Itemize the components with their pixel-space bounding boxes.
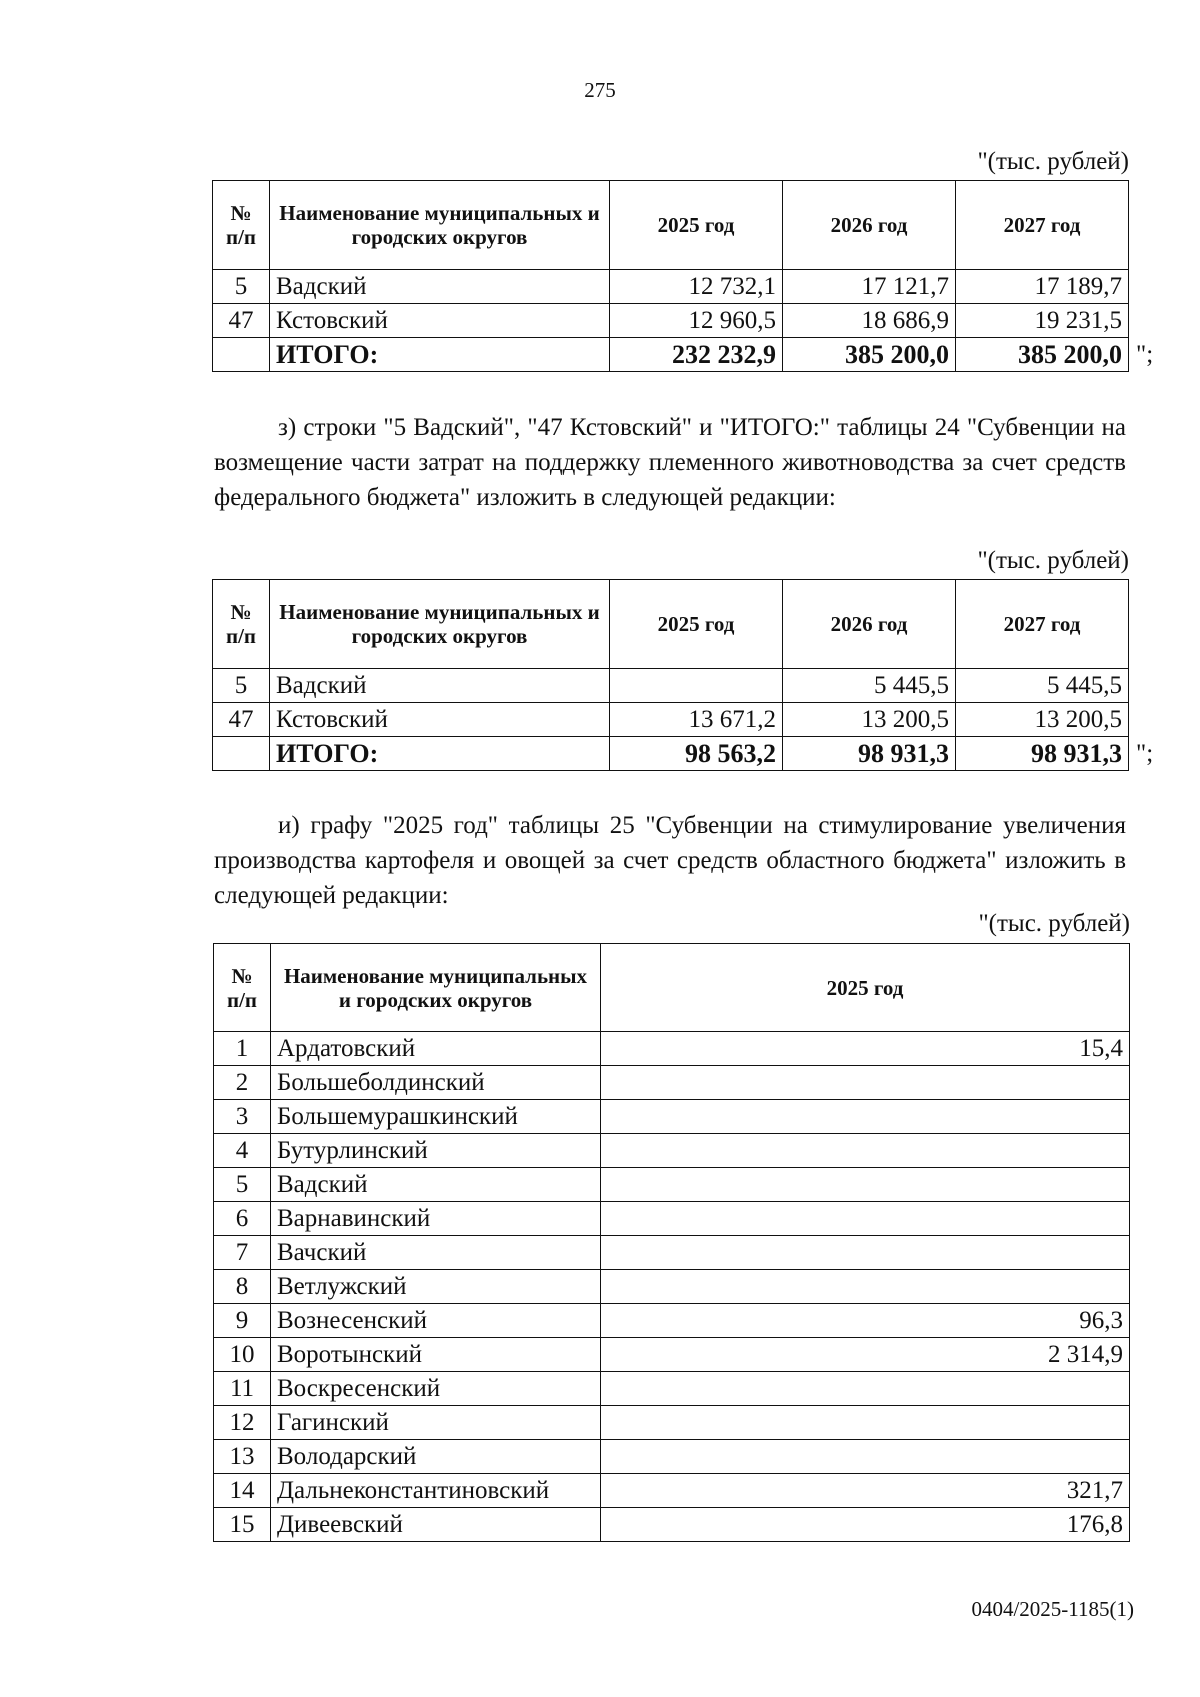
row-num: 7 xyxy=(214,1236,271,1270)
row-2026: 13 200,5 xyxy=(783,703,956,737)
table-row xyxy=(213,669,1129,703)
table-row xyxy=(214,1100,1130,1134)
row-name: Вадский xyxy=(271,1168,601,1202)
row-2025: 15,4 xyxy=(601,1032,1130,1066)
row-2025: 12 960,5 xyxy=(610,304,783,338)
row-2026: 17 121,7 xyxy=(783,270,956,304)
total-2027: 385 200,0 xyxy=(956,338,1129,372)
row-2026: 5 445,5 xyxy=(783,669,956,703)
row-name: Воскресенский xyxy=(271,1372,601,1406)
row-name: Кстовский xyxy=(270,304,610,338)
table-row xyxy=(213,304,1129,338)
row-num: 47 xyxy=(213,304,270,338)
header-2026: 2026 год xyxy=(783,181,956,270)
total-2026: 98 931,3 xyxy=(783,737,956,771)
row-num: 6 xyxy=(214,1202,271,1236)
total-2026: 385 200,0 xyxy=(783,338,956,372)
row-2025 xyxy=(601,1100,1130,1134)
row-name: Кстовский xyxy=(270,703,610,737)
row-2025: 13 671,2 xyxy=(610,703,783,737)
header-2027: 2027 год xyxy=(956,181,1129,270)
total-label: ИТОГО: xyxy=(270,737,610,771)
table-row xyxy=(214,1372,1130,1406)
row-num: 47 xyxy=(213,703,270,737)
row-2025: 321,7 xyxy=(601,1474,1130,1508)
header-num: № п/п xyxy=(214,944,271,1032)
row-2025: 96,3 xyxy=(601,1304,1130,1338)
table-row xyxy=(214,1440,1130,1474)
header-2026: 2026 год xyxy=(783,580,956,669)
table-2 xyxy=(212,579,1129,771)
table-row xyxy=(214,1168,1130,1202)
row-num: 10 xyxy=(214,1338,271,1372)
row-num: 14 xyxy=(214,1474,271,1508)
header-num: № п/п xyxy=(213,181,270,270)
header-2025: 2025 год xyxy=(610,181,783,270)
header-2025: 2025 год xyxy=(601,944,1130,1032)
row-2025 xyxy=(601,1236,1130,1270)
row-name: Ардатовский xyxy=(271,1032,601,1066)
table-row xyxy=(214,1032,1130,1066)
row-num: 5 xyxy=(213,270,270,304)
total-2025: 232 232,9 xyxy=(610,338,783,372)
table-row xyxy=(214,1270,1130,1304)
table-row xyxy=(214,1338,1130,1372)
header-2027: 2027 год xyxy=(956,580,1129,669)
row-name: Большемурашкинский xyxy=(271,1100,601,1134)
table-row xyxy=(214,1304,1130,1338)
row-2027: 13 200,5 xyxy=(956,703,1129,737)
table-row xyxy=(213,270,1129,304)
table-row xyxy=(214,1202,1130,1236)
row-num: 13 xyxy=(214,1440,271,1474)
table-row xyxy=(214,1474,1130,1508)
row-num: 2 xyxy=(214,1066,271,1100)
total-2027: 98 931,3 xyxy=(956,737,1129,771)
table-row xyxy=(213,703,1129,737)
table-row xyxy=(214,1066,1130,1100)
row-num: 1 xyxy=(214,1032,271,1066)
row-2025: 12 732,1 xyxy=(610,270,783,304)
row-2025 xyxy=(601,1440,1130,1474)
header-name: Наименование муниципальных и городских округов xyxy=(270,580,610,669)
row-2027: 5 445,5 xyxy=(956,669,1129,703)
paragraph-z: з) строки "5 Вадский", "47 Кстовский" и "ИТОГО:" таблицы 24 "Субвенции на возмещение части затрат на поддержку племенного животноводства за счет средств федерального бюджета" изложить в следующей редакции: xyxy=(214,414,1126,511)
row-name: Воротынский xyxy=(271,1338,601,1372)
row-num: 5 xyxy=(213,669,270,703)
header-num: № п/п xyxy=(213,580,270,669)
row-2025 xyxy=(601,1168,1130,1202)
table-row xyxy=(214,1134,1130,1168)
row-num: 11 xyxy=(214,1372,271,1406)
row-name: Дивеевский xyxy=(271,1508,601,1542)
row-2025 xyxy=(601,1270,1130,1304)
row-2025 xyxy=(601,1372,1130,1406)
row-name: Вадский xyxy=(270,270,610,304)
total-row xyxy=(213,338,1129,372)
row-num: 8 xyxy=(214,1270,271,1304)
closing-mark: "; xyxy=(1136,341,1154,368)
document-code: 0404/2025-1185(1) xyxy=(971,1597,1134,1621)
row-name: Дальнеконстантиновский xyxy=(271,1474,601,1508)
row-num: 9 xyxy=(214,1304,271,1338)
row-2025 xyxy=(601,1066,1130,1100)
row-name: Володарский xyxy=(271,1440,601,1474)
row-name: Гагинский xyxy=(271,1406,601,1440)
row-2026: 18 686,9 xyxy=(783,304,956,338)
units-label: "(тыс. рублей) xyxy=(977,148,1129,175)
table-row xyxy=(214,1236,1130,1270)
row-2025 xyxy=(601,1202,1130,1236)
units-label: "(тыс. рублей) xyxy=(977,547,1129,574)
paragraph-i: и) графу "2025 год" таблицы 25 "Субвенции на стимулирование увеличения производства картофеля и овощей за счет средств областного бюджета" изложить в следующей редакции: xyxy=(214,812,1126,909)
units-label: "(тыс. рублей) xyxy=(978,910,1130,937)
row-2025: 176,8 xyxy=(601,1508,1130,1542)
header-name: Наименование муниципальных и городских округов xyxy=(271,944,601,1032)
total-2025: 98 563,2 xyxy=(610,737,783,771)
header-2025: 2025 год xyxy=(610,580,783,669)
row-num: 5 xyxy=(214,1168,271,1202)
total-row xyxy=(213,737,1129,771)
page-number: 275 xyxy=(584,78,616,102)
row-2025 xyxy=(610,669,783,703)
row-name: Вадский xyxy=(270,669,610,703)
total-label: ИТОГО: xyxy=(270,338,610,372)
row-2025 xyxy=(601,1406,1130,1440)
header-name: Наименование муниципальных и городских округов xyxy=(270,181,610,270)
row-name: Ветлужский xyxy=(271,1270,601,1304)
row-2025 xyxy=(601,1134,1130,1168)
row-name: Бутурлинский xyxy=(271,1134,601,1168)
row-num: 4 xyxy=(214,1134,271,1168)
table-3 xyxy=(213,943,1130,1542)
row-name: Вознесенский xyxy=(271,1304,601,1338)
row-num: 12 xyxy=(214,1406,271,1440)
row-num: 3 xyxy=(214,1100,271,1134)
row-name: Вачский xyxy=(271,1236,601,1270)
closing-mark: "; xyxy=(1136,740,1154,767)
row-name: Варнавинский xyxy=(271,1202,601,1236)
table-1 xyxy=(212,180,1129,372)
row-2027: 17 189,7 xyxy=(956,270,1129,304)
row-2025: 2 314,9 xyxy=(601,1338,1130,1372)
table-row xyxy=(214,1508,1130,1542)
table-row xyxy=(214,1406,1130,1440)
row-name: Большеболдинский xyxy=(271,1066,601,1100)
row-2027: 19 231,5 xyxy=(956,304,1129,338)
row-num: 15 xyxy=(214,1508,271,1542)
